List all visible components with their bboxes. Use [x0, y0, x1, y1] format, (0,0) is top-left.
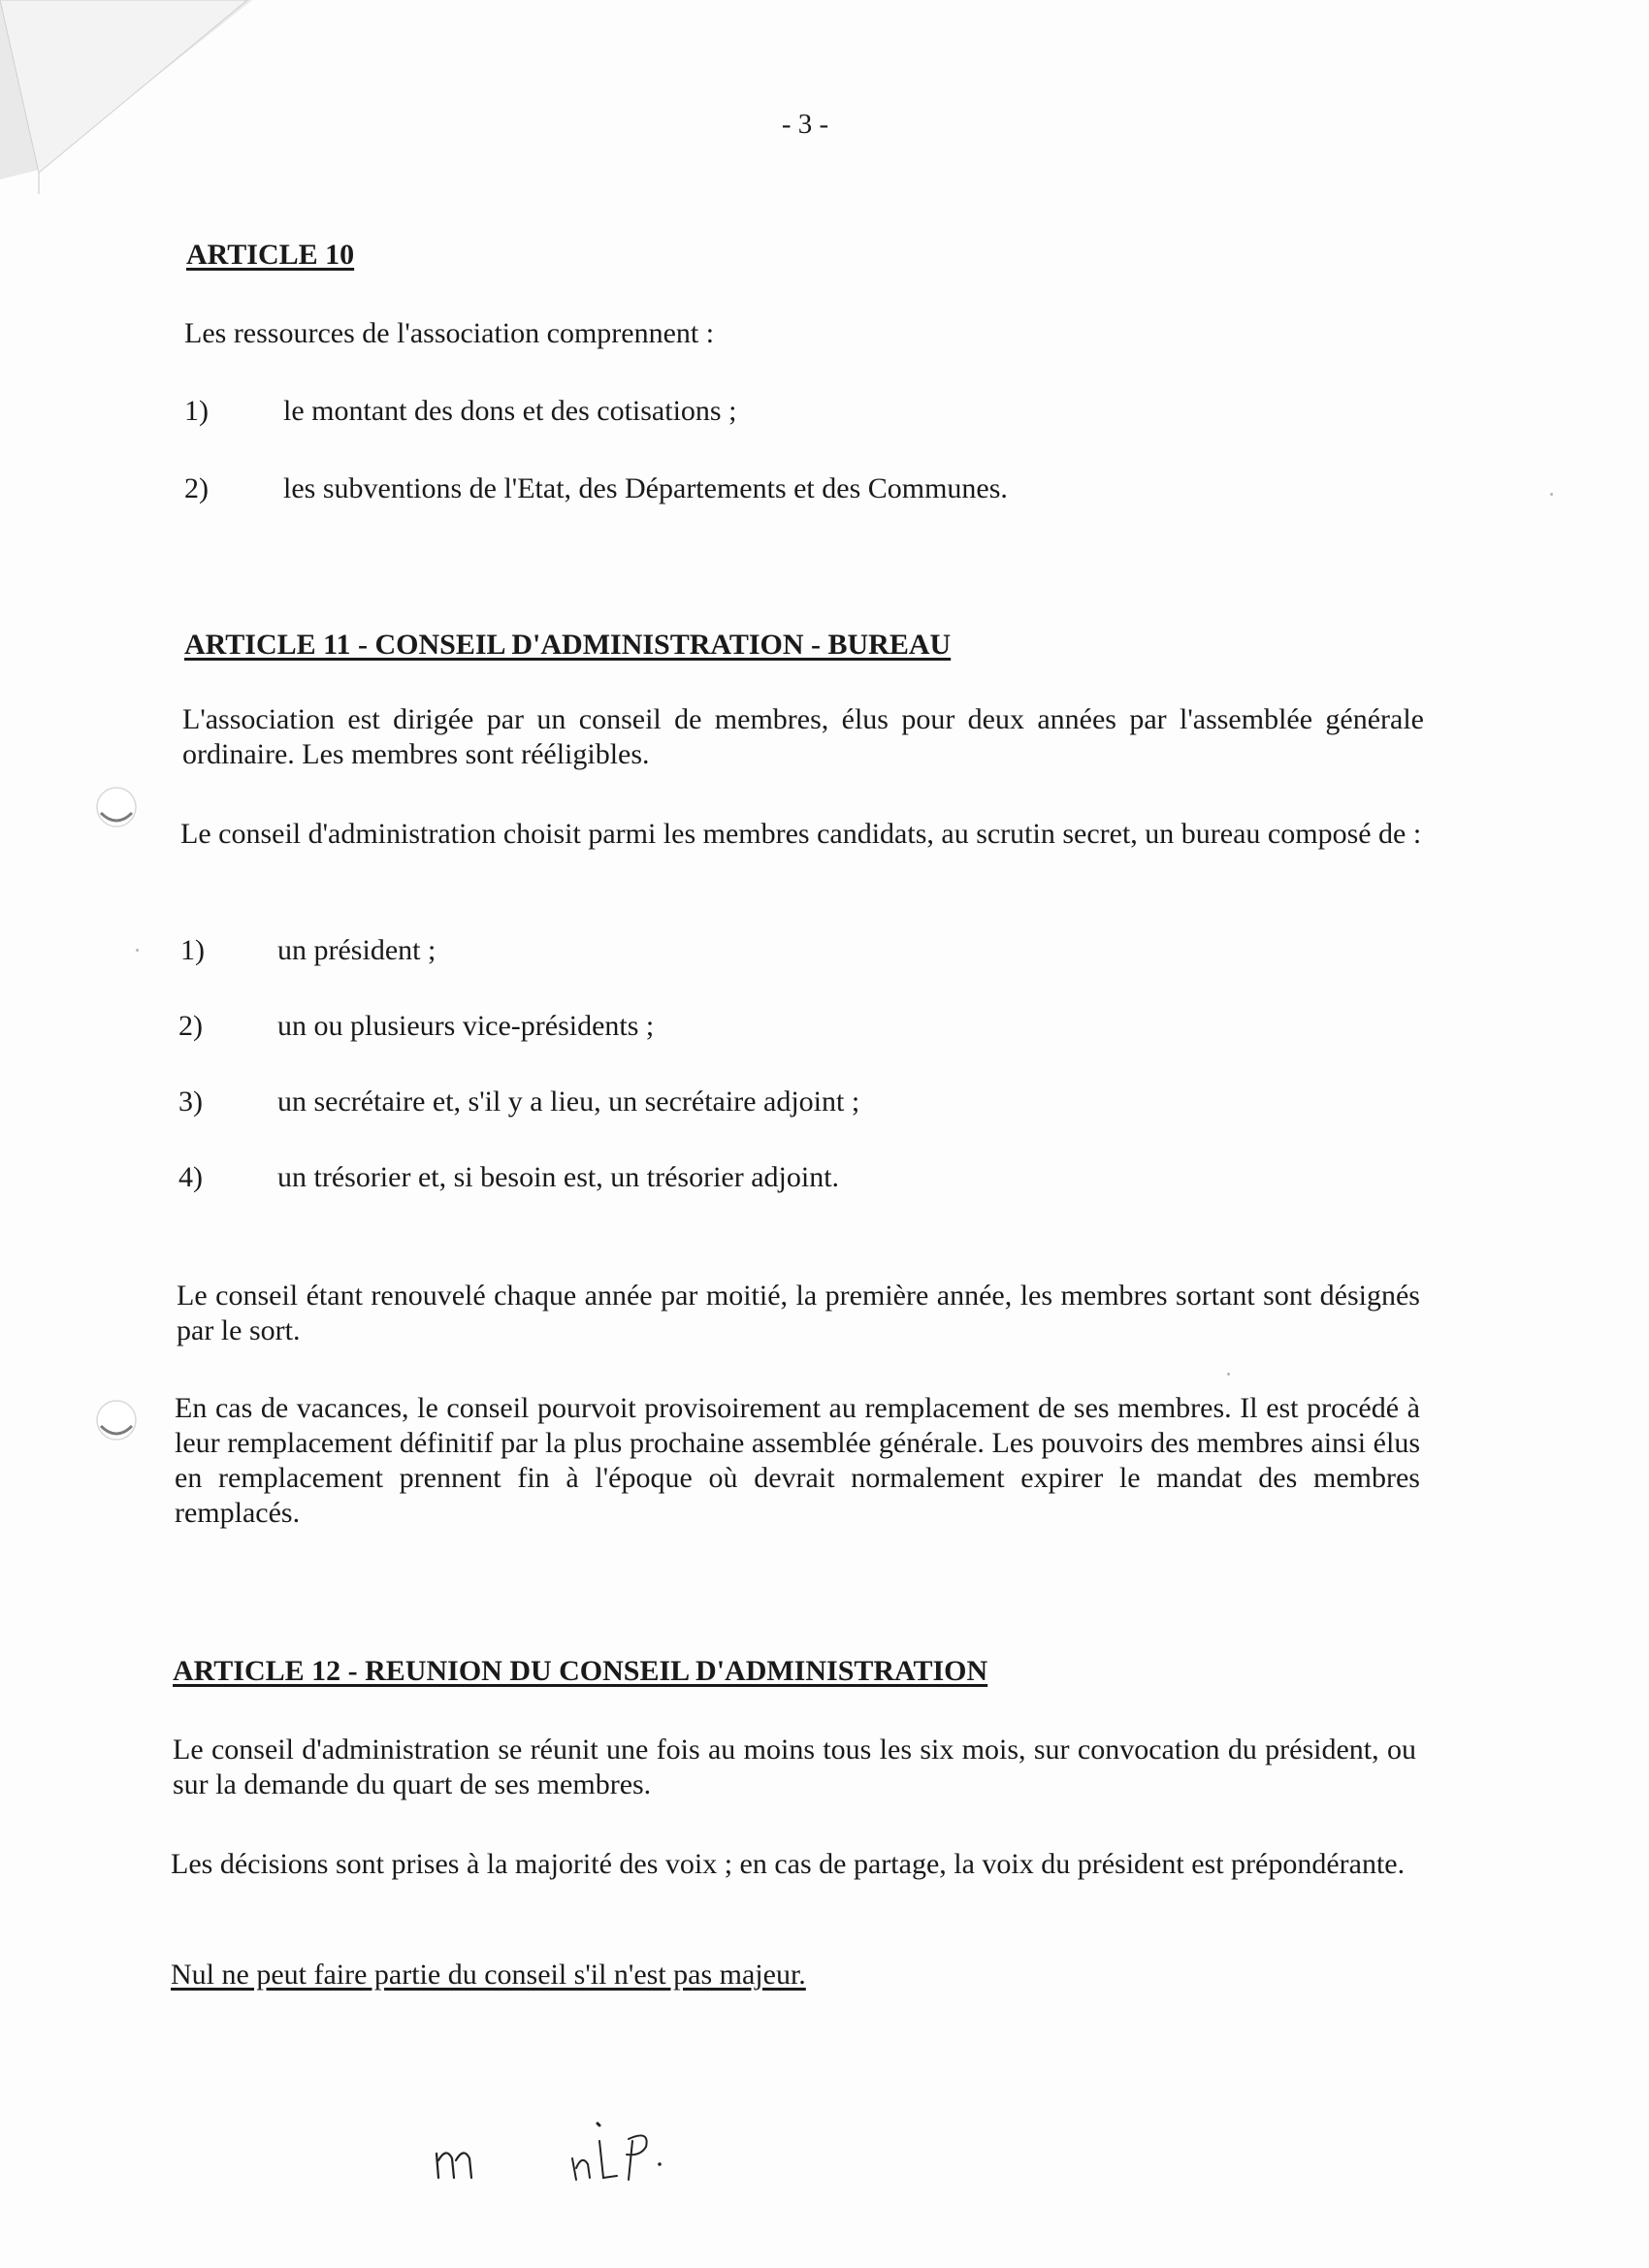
article-10-intro: Les ressources de l'association comprennent :	[184, 317, 715, 349]
article-12-paragraph: Le conseil d'administration se réunit une fois au moins tous les six mois, sur convocation du président, ou sur la demande du quart de ses membres.	[173, 1733, 1416, 1800]
list-number: 2)	[184, 472, 209, 504]
scan-speck	[1227, 1373, 1230, 1376]
article-12-paragraph: Les décisions sont prises à la majorité des voix ; en cas de partage, la voix du président est prépondérante.	[171, 1848, 1406, 1880]
list-text: un trésorier et, si besoin est, un trésorier adjoint.	[277, 1161, 840, 1193]
scan-speck	[1550, 493, 1553, 496]
article-11-paragraph: Le conseil étant renouvelé chaque année par moitié, la première année, les membres sortant sont désignés par le sort.	[177, 1280, 1420, 1346]
list-text: un ou plusieurs vice-présidents ;	[277, 1010, 655, 1042]
article-11-heading: ARTICLE 11 - CONSEIL D'ADMINISTRATION - BUREAU	[184, 629, 952, 661]
list-text: le montant des dons et des cotisations ;	[283, 395, 737, 427]
article-10-heading: ARTICLE 10	[186, 239, 355, 271]
list-number: 4)	[178, 1161, 203, 1193]
handwritten-initials	[427, 2100, 698, 2187]
list-number: 3)	[178, 1085, 203, 1118]
folded-corner	[0, 0, 252, 194]
punch-hole	[93, 1397, 140, 1443]
list-text: un secrétaire et, s'il y a lieu, un secrétaire adjoint ;	[277, 1085, 860, 1118]
article-11-paragraph: En cas de vacances, le conseil pourvoit provisoirement au remplacement de ses membres. Il est procédé à leur remplacement définitif par la plus prochaine assemblée générale. Les pouvoirs des membres ainsi élus en remplacement prennent fin à l'époque où devrait normalement expirer le mandat des membres remplacés.	[175, 1392, 1420, 1529]
list-number: 2)	[178, 1010, 203, 1042]
article-12-heading: ARTICLE 12 - REUNION DU CONSEIL D'ADMINISTRATION	[173, 1655, 988, 1687]
list-text: un président ;	[277, 934, 436, 966]
article-11-paragraph: Le conseil d'administration choisit parmi les membres candidats, au scrutin secret, un bureau composé de :	[180, 818, 1422, 850]
page-number: - 3 -	[781, 109, 829, 140]
scan-speck	[136, 949, 139, 952]
article-12-paragraph-underlined: Nul ne peut faire partie du conseil s'il n'est pas majeur.	[171, 1959, 806, 1991]
list-text: les subventions de l'Etat, des Départements et des Communes.	[283, 472, 1008, 504]
article-11-paragraph: L'association est dirigée par un conseil de membres, élus pour deux années par l'assemblée générale ordinaire. Les membres sont rééligibles.	[182, 703, 1424, 770]
list-number: 1)	[180, 934, 205, 966]
list-number: 1)	[184, 395, 209, 427]
punch-hole	[93, 784, 140, 830]
